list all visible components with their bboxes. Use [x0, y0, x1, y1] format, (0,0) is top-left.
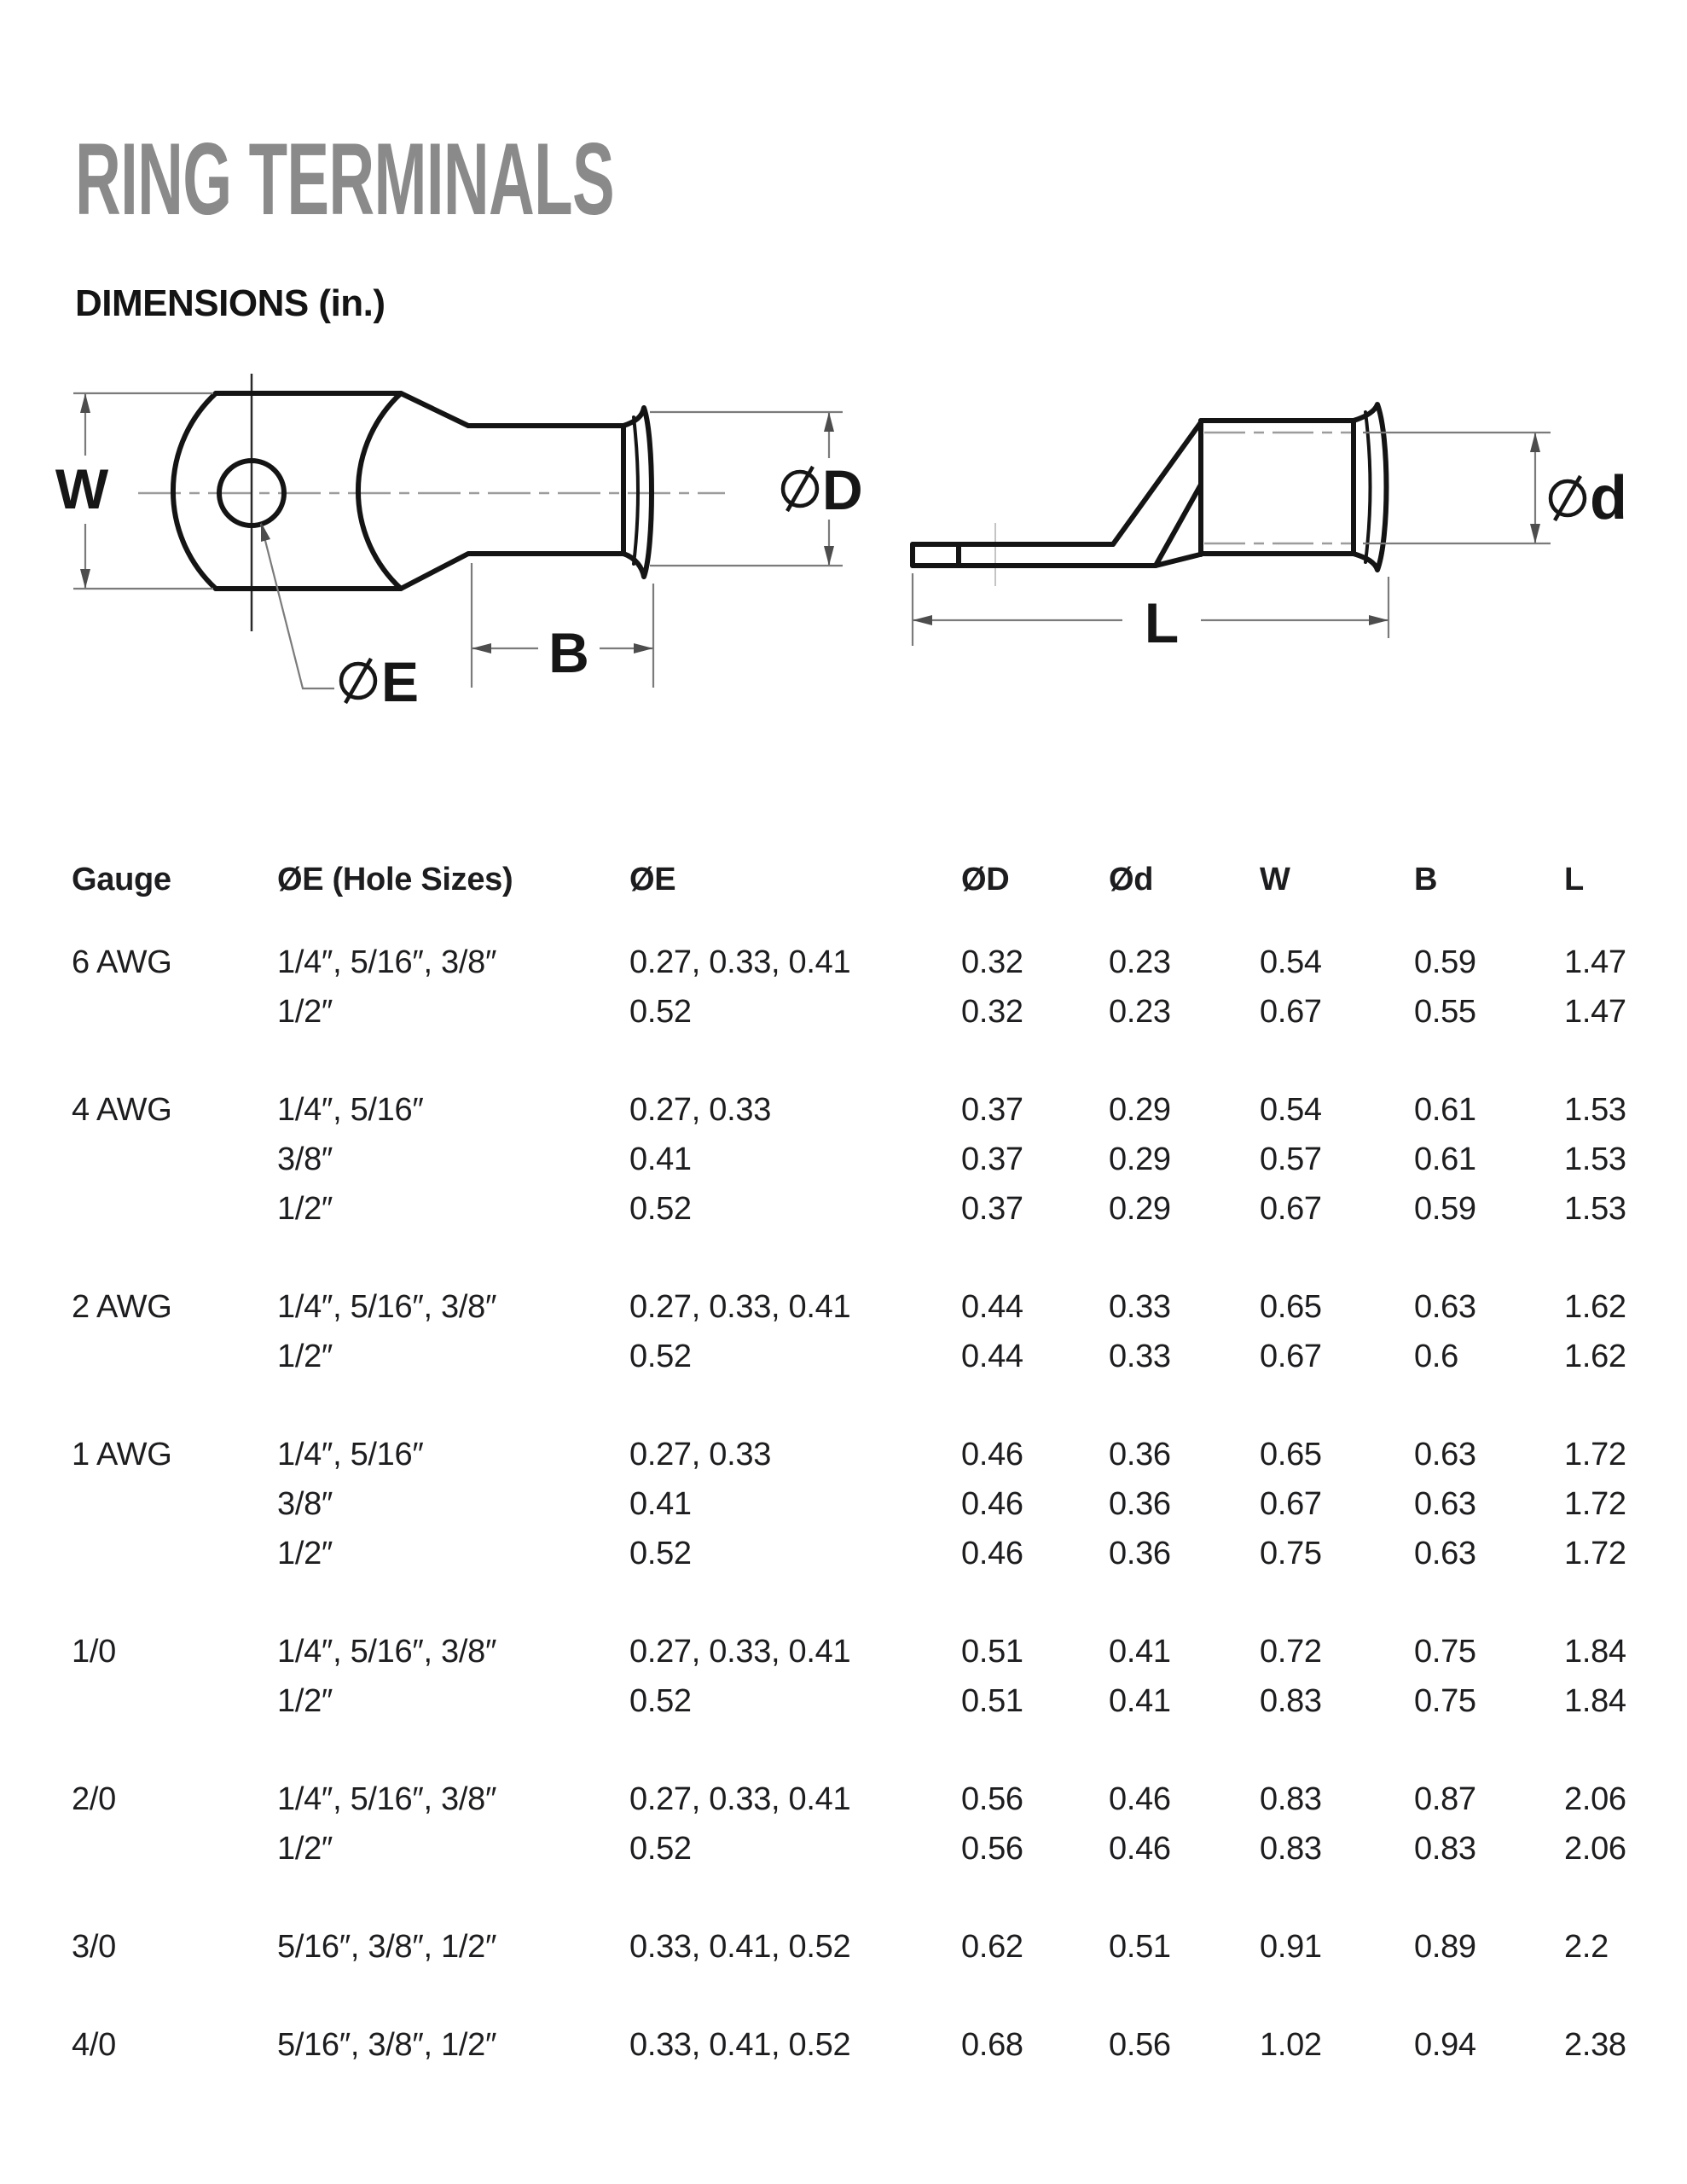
cell-l: 2.2 [1564, 1929, 1609, 1965]
cell-b: 0.59 [1414, 1191, 1476, 1227]
page-title: RING TERMINALS [75, 122, 614, 236]
dim-oe-leader [261, 522, 419, 713]
dim-b [472, 563, 653, 688]
column-header: Gauge [72, 862, 171, 897]
cell-od-small: 0.29 [1109, 1191, 1171, 1227]
arrow-left-icon [913, 615, 932, 625]
table-row [0, 1287, 1687, 1337]
cell-w: 0.67 [1260, 994, 1322, 1030]
cell-od-small: 0.29 [1109, 1092, 1171, 1128]
gauge-group [0, 1780, 1687, 1879]
cell-w: 0.57 [1260, 1141, 1322, 1177]
cell-gauge: 4 AWG [72, 1092, 172, 1128]
cell-l: 1.72 [1564, 1536, 1626, 1571]
cell-l: 1.47 [1564, 944, 1626, 980]
cell-oe: 0.41 [629, 1141, 692, 1177]
cell-od: 0.46 [961, 1437, 1023, 1472]
table-row [0, 1337, 1687, 1386]
cell-l: 1.53 [1564, 1141, 1626, 1177]
table-row [0, 1927, 1687, 1977]
bend-outer-edge [1113, 422, 1201, 544]
cell-gauge: 1/0 [72, 1634, 116, 1670]
cell-l: 1.47 [1564, 994, 1626, 1030]
gauge-group [0, 1927, 1687, 1977]
cell-b: 0.6 [1414, 1339, 1458, 1374]
cell-oe: 0.27, 0.33, 0.41 [629, 1781, 851, 1817]
cell-gauge: 2 AWG [72, 1289, 172, 1325]
cell-w: 0.83 [1260, 1781, 1322, 1817]
cell-gauge: 1 AWG [72, 1437, 172, 1472]
dim-label-od: D [822, 458, 863, 521]
table-row [0, 1829, 1687, 1879]
ring-left-arc [173, 393, 216, 589]
cell-od: 0.32 [961, 944, 1023, 980]
arrow-left-icon [472, 643, 491, 653]
table-row [0, 1090, 1687, 1140]
cell-od: 0.37 [961, 1191, 1023, 1227]
cell-l: 1.72 [1564, 1437, 1626, 1472]
cell-od: 0.32 [961, 994, 1023, 1030]
cell-gauge: 2/0 [72, 1781, 116, 1817]
table-row [0, 1682, 1687, 1731]
table-row [0, 1484, 1687, 1534]
cell-hole-sizes: 1/4″, 5/16″ [277, 1437, 424, 1472]
cell-w: 0.54 [1260, 1092, 1322, 1128]
cell-hole-sizes: 3/8″ [277, 1486, 333, 1522]
ring-body-top-edge [216, 393, 623, 426]
dimension-diagrams [0, 0, 1687, 768]
cell-od: 0.37 [961, 1141, 1023, 1177]
ring-terminal-side-view [913, 404, 1627, 654]
arrow-up-icon [80, 393, 90, 413]
arrow-down-icon [824, 546, 834, 566]
cell-b: 0.63 [1414, 1486, 1476, 1522]
cell-b: 0.63 [1414, 1536, 1476, 1571]
cell-od: 0.68 [961, 2027, 1023, 2063]
cell-hole-sizes: 1/4″, 5/16″, 3/8″ [277, 1781, 497, 1817]
cell-hole-sizes: 1/4″, 5/16″, 3/8″ [277, 1634, 497, 1670]
cell-l: 1.84 [1564, 1634, 1626, 1670]
cell-oe: 0.52 [629, 1683, 692, 1719]
cell-od: 0.62 [961, 1929, 1023, 1965]
cell-b: 0.87 [1414, 1781, 1476, 1817]
table-header-row [0, 860, 1687, 909]
cell-oe: 0.27, 0.33, 0.41 [629, 1289, 851, 1325]
cell-od-small: 0.51 [1109, 1929, 1171, 1965]
barrel-flare-inner [1365, 412, 1371, 562]
cell-oe: 0.27, 0.33, 0.41 [629, 1634, 851, 1670]
cell-hole-sizes: 1/4″, 5/16″, 3/8″ [277, 1289, 497, 1325]
cell-b: 0.94 [1414, 2027, 1476, 2063]
ring-terminal-top-view [55, 374, 863, 713]
cell-b: 0.63 [1414, 1289, 1476, 1325]
cell-od: 0.51 [961, 1683, 1023, 1719]
cell-oe: 0.41 [629, 1486, 692, 1522]
cell-od: 0.51 [961, 1634, 1023, 1670]
cell-od: 0.37 [961, 1092, 1023, 1128]
cell-od-small: 0.23 [1109, 944, 1171, 980]
cell-od-small: 0.46 [1109, 1781, 1171, 1817]
dim-label-od-small: d [1590, 464, 1627, 532]
diameter-symbol-icon [783, 467, 817, 511]
cell-gauge: 3/0 [72, 1929, 116, 1965]
dim-label-l: L [1144, 591, 1180, 654]
cell-oe: 0.52 [629, 1191, 692, 1227]
cell-b: 0.63 [1414, 1437, 1476, 1472]
table-row [0, 1534, 1687, 1583]
cell-w: 0.72 [1260, 1634, 1322, 1670]
dim-l [913, 573, 1388, 654]
dim-label-w: W [55, 457, 109, 520]
cell-hole-sizes: 1/2″ [277, 1831, 333, 1867]
cell-l: 1.62 [1564, 1289, 1626, 1325]
cell-od-small: 0.33 [1109, 1339, 1171, 1374]
cell-w: 0.67 [1260, 1191, 1322, 1227]
dim-od [650, 412, 863, 566]
table-row [0, 1189, 1687, 1239]
diameter-symbol-icon [1551, 476, 1585, 520]
dim-label-b: B [548, 621, 589, 684]
cell-w: 0.75 [1260, 1536, 1322, 1571]
section-title: DIMENSIONS (in.) [75, 282, 386, 324]
cell-oe: 0.52 [629, 1339, 692, 1374]
column-header: W [1260, 862, 1290, 897]
cell-l: 2.06 [1564, 1831, 1626, 1867]
column-header: ØD [961, 862, 1010, 897]
cell-l: 2.06 [1564, 1781, 1626, 1817]
cell-od-small: 0.41 [1109, 1634, 1171, 1670]
cell-w: 0.65 [1260, 1437, 1322, 1472]
table-row [0, 1632, 1687, 1682]
cell-w: 0.83 [1260, 1831, 1322, 1867]
bend-inner-edge [1157, 485, 1201, 564]
cell-od-small: 0.36 [1109, 1486, 1171, 1522]
cell-od-small: 0.29 [1109, 1141, 1171, 1177]
gauge-group [0, 1287, 1687, 1386]
cell-oe: 0.27, 0.33, 0.41 [629, 944, 851, 980]
cell-oe: 0.52 [629, 994, 692, 1030]
arrow-right-icon [634, 643, 653, 653]
cell-hole-sizes: 5/16″, 3/8″, 1/2″ [277, 2027, 497, 2063]
arrow-up-icon [1530, 433, 1540, 452]
table-row [0, 992, 1687, 1042]
cell-od: 0.44 [961, 1339, 1023, 1374]
gauge-group [0, 2025, 1687, 2075]
cell-od: 0.44 [961, 1289, 1023, 1325]
dim-label-oe: E [381, 650, 420, 713]
cell-hole-sizes: 5/16″, 3/8″, 1/2″ [277, 1929, 497, 1965]
column-header: ØE [629, 862, 676, 897]
cell-l: 2.38 [1564, 2027, 1626, 2063]
cell-w: 0.83 [1260, 1683, 1322, 1719]
cell-od: 0.46 [961, 1486, 1023, 1522]
cell-hole-sizes: 1/4″, 5/16″, 3/8″ [277, 944, 497, 980]
cell-od: 0.46 [961, 1536, 1023, 1571]
cell-hole-sizes: 1/4″, 5/16″ [277, 1092, 424, 1128]
cell-oe: 0.52 [629, 1536, 692, 1571]
arrow-up-icon [824, 412, 834, 432]
cell-w: 0.91 [1260, 1929, 1322, 1965]
cell-b: 0.89 [1414, 1929, 1476, 1965]
arrow-right-icon [1369, 615, 1388, 625]
table-row [0, 1435, 1687, 1484]
dim-od-small [1363, 433, 1627, 543]
cell-gauge: 4/0 [72, 2027, 116, 2063]
cell-w: 0.67 [1260, 1486, 1322, 1522]
gauge-group [0, 943, 1687, 1042]
table-row [0, 2025, 1687, 2075]
gauge-group [0, 1435, 1687, 1583]
cell-hole-sizes: 1/2″ [277, 994, 333, 1030]
cell-hole-sizes: 3/8″ [277, 1141, 333, 1177]
table-row [0, 1780, 1687, 1829]
barrel-flare-inner [634, 417, 638, 564]
dimensions-table [0, 860, 1687, 2075]
cell-w: 0.65 [1260, 1289, 1322, 1325]
cell-hole-sizes: 1/2″ [277, 1536, 333, 1571]
column-header: L [1564, 862, 1584, 897]
column-header: ØE (Hole Sizes) [277, 862, 513, 897]
cell-od-small: 0.23 [1109, 994, 1171, 1030]
arrow-down-icon [1530, 524, 1540, 543]
cell-w: 0.67 [1260, 1339, 1322, 1374]
cell-l: 1.62 [1564, 1339, 1626, 1374]
cell-b: 0.75 [1414, 1634, 1476, 1670]
cell-b: 0.61 [1414, 1141, 1476, 1177]
cell-l: 1.53 [1564, 1191, 1626, 1227]
cell-l: 1.84 [1564, 1683, 1626, 1719]
cell-l: 1.72 [1564, 1486, 1626, 1522]
cell-hole-sizes: 1/2″ [277, 1191, 333, 1227]
cell-od: 0.56 [961, 1781, 1023, 1817]
diameter-symbol-icon [341, 659, 375, 703]
cell-gauge: 6 AWG [72, 944, 172, 980]
cell-oe: 0.52 [629, 1831, 692, 1867]
table-row [0, 943, 1687, 992]
cell-oe: 0.33, 0.41, 0.52 [629, 1929, 851, 1965]
column-header: Ød [1109, 862, 1154, 897]
gauge-group [0, 1632, 1687, 1731]
side-view-outline [913, 404, 1387, 570]
cell-od-small: 0.41 [1109, 1683, 1171, 1719]
cell-od-small: 0.36 [1109, 1437, 1171, 1472]
column-header: B [1414, 862, 1438, 897]
cell-hole-sizes: 1/2″ [277, 1683, 333, 1719]
cell-w: 0.54 [1260, 944, 1322, 980]
gauge-group [0, 1090, 1687, 1239]
cell-l: 1.53 [1564, 1092, 1626, 1128]
cell-oe: 0.33, 0.41, 0.52 [629, 2027, 851, 2063]
cell-hole-sizes: 1/2″ [277, 1339, 333, 1374]
cell-b: 0.55 [1414, 994, 1476, 1030]
cell-od: 0.56 [961, 1831, 1023, 1867]
cell-b: 0.75 [1414, 1683, 1476, 1719]
cell-w: 1.02 [1260, 2027, 1322, 2063]
ring-cone-arc [358, 393, 401, 589]
cell-oe: 0.27, 0.33 [629, 1092, 772, 1128]
arrow-down-icon [80, 569, 90, 589]
cell-od-small: 0.46 [1109, 1831, 1171, 1867]
table-row [0, 1140, 1687, 1189]
cell-b: 0.59 [1414, 944, 1476, 980]
cell-od-small: 0.56 [1109, 2027, 1171, 2063]
cell-b: 0.61 [1414, 1092, 1476, 1128]
cell-oe: 0.27, 0.33 [629, 1437, 772, 1472]
cell-od-small: 0.33 [1109, 1289, 1171, 1325]
cell-b: 0.83 [1414, 1831, 1476, 1867]
cell-od-small: 0.36 [1109, 1536, 1171, 1571]
